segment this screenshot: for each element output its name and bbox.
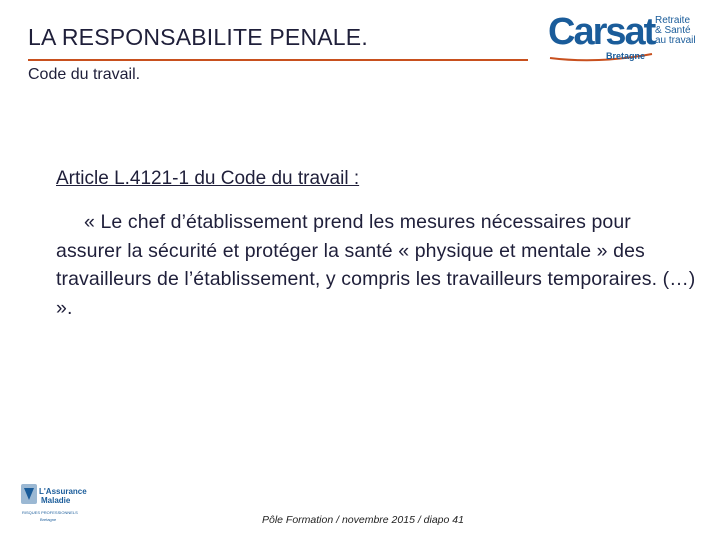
svg-text:L'Assurance: L'Assurance (39, 487, 87, 496)
svg-text:RISQUES PROFESSIONNELS: RISQUES PROFESSIONNELS (22, 510, 78, 515)
assurance-maladie-logo-icon (20, 482, 90, 524)
page-title: LA RESPONSABILITE PENALE. (28, 24, 368, 50)
title-underline-divider (28, 59, 528, 61)
article-quote: « Le chef d’établissement prend les mesures nécessaires pour assurer la sécurité et protéger la santé « physique et mentale » des travailleurs de l’établissement, y compris les travailleurs temporaires. (…) ». (56, 211, 696, 319)
page-subtitle: Code du travail. (28, 66, 141, 83)
carsat-tagline-line-1: Retraite (655, 15, 691, 26)
carsat-logo (548, 12, 708, 64)
carsat-logo-wordmark: Carsat (548, 11, 655, 53)
carsat-tagline-line-3: au travail (655, 35, 696, 46)
carsat-logo-tagline (655, 16, 715, 46)
carsat-logo-region: Bretagne (606, 51, 646, 61)
article-heading: Article L.4121-1 du Code du travail : (56, 168, 360, 189)
svg-text:Bretagne: Bretagne (40, 517, 57, 522)
svg-text:Maladie: Maladie (41, 496, 71, 505)
carsat-tagline-line-2: & Santé (655, 25, 691, 36)
footer-caption: Pôle Formation / novembre 2015 / diapo 41 (262, 514, 464, 526)
